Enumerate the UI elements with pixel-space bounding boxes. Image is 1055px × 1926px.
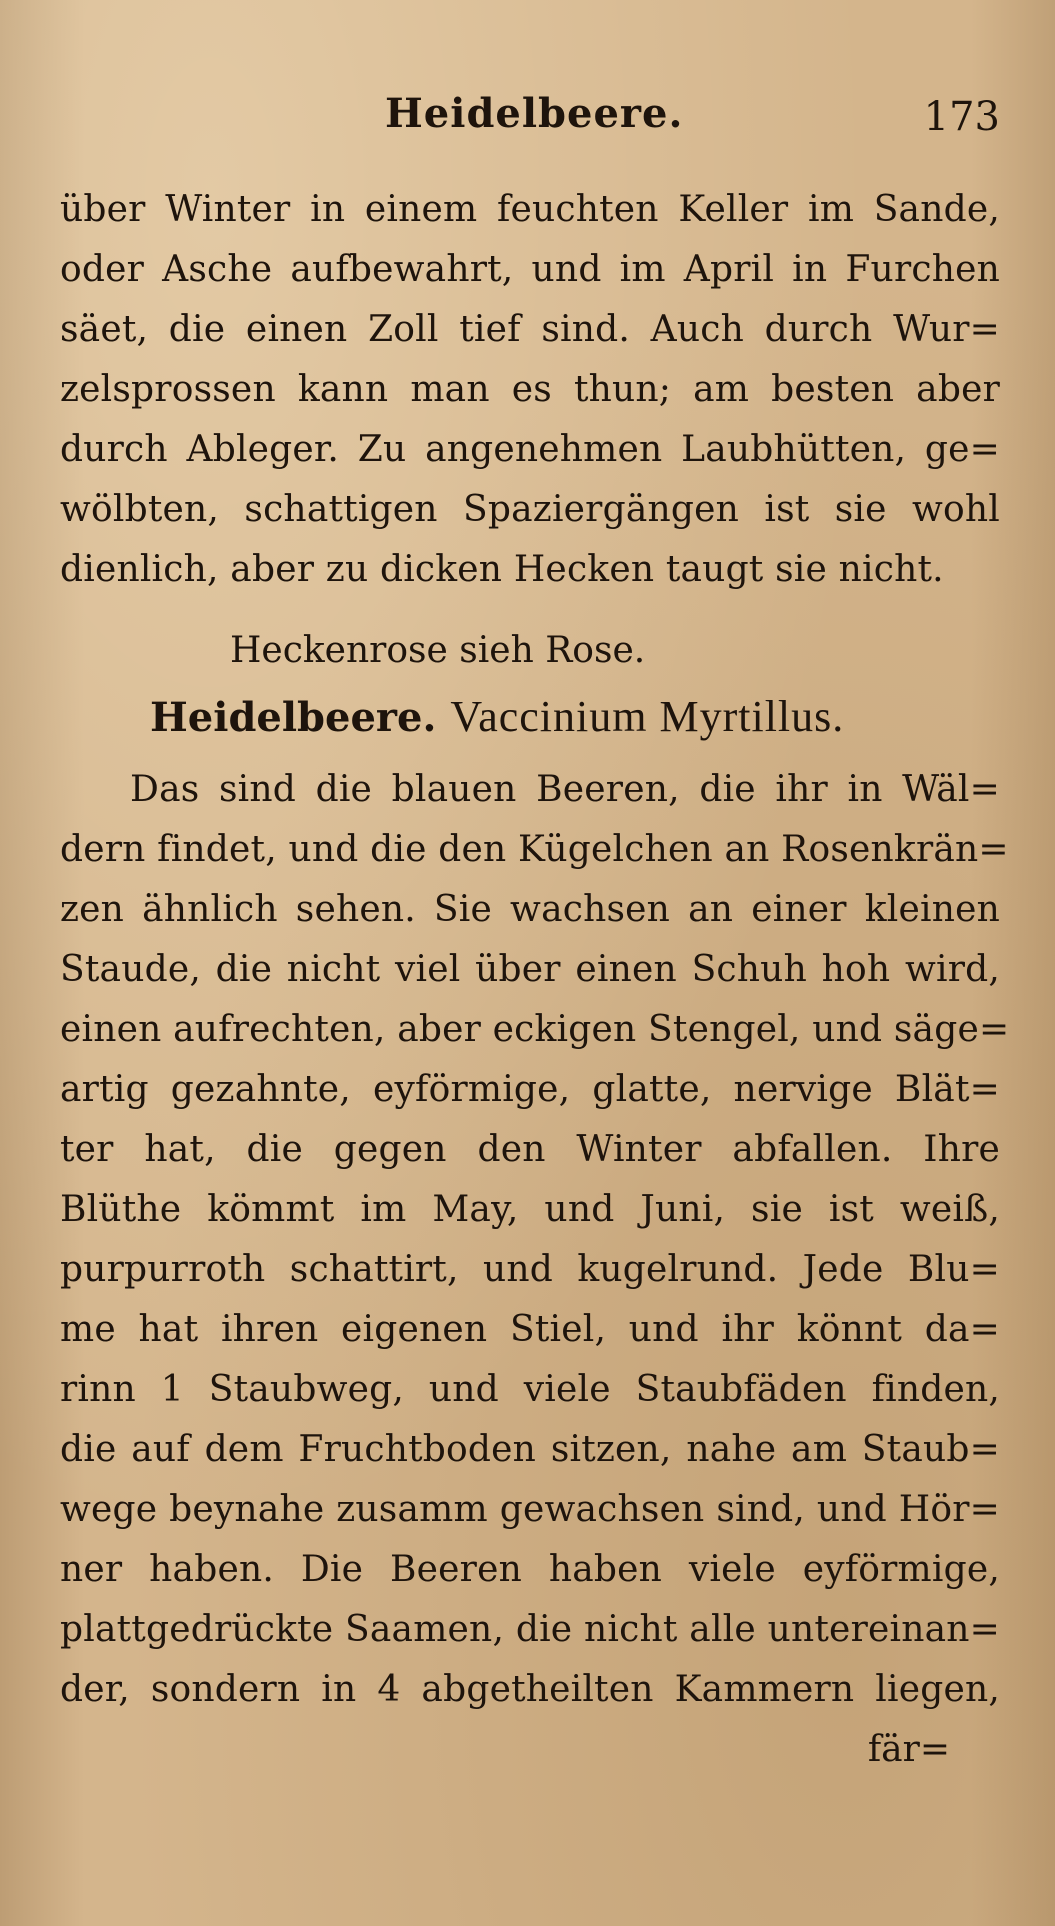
text-line: Staude, die nicht viel über einen Schuh hoh wird, bbox=[60, 949, 1000, 990]
text-line: ner haben. Die Beeren haben viele eyförmige, bbox=[60, 1549, 1000, 1590]
cross-reference: Heckenrose sieh Rose. bbox=[230, 630, 646, 671]
entry-heading-latin: Vaccinium Myrtillus. bbox=[450, 692, 845, 741]
text-line: der, sondern in 4 abgetheilten Kammern liegen, bbox=[60, 1669, 1000, 1710]
text-line: ter hat, die gegen den Winter abfallen. Ihre bbox=[60, 1129, 1000, 1170]
text-line: Das sind die blauen Beeren, die ihr in Wäl= bbox=[130, 769, 1000, 810]
text-line: dienlich, aber zu dicken Hecken taugt sie nicht. bbox=[60, 549, 944, 590]
catchword: fär= bbox=[867, 1729, 950, 1770]
text-line: me hat ihren eigenen Stiel, und ihr könnt da= bbox=[60, 1309, 1000, 1350]
running-title: Heidelbeere. bbox=[385, 90, 684, 137]
running-head bbox=[60, 90, 1000, 150]
text-line: durch Ableger. Zu angenehmen Laubhütten, ge= bbox=[60, 429, 1000, 470]
text-line: säet, die einen Zoll tief sind. Auch durch Wur= bbox=[60, 309, 1000, 350]
page-number: 173 bbox=[923, 94, 1000, 140]
continued-paragraph bbox=[60, 180, 1000, 600]
text-line: die auf dem Fruchtboden sitzen, nahe am Staub= bbox=[60, 1429, 1000, 1470]
text-line: einen aufrechten, aber eckigen Stengel, und säge= bbox=[60, 1009, 1010, 1050]
text-line: wölbten, schattigen Spaziergängen ist sie wohl bbox=[60, 489, 1000, 530]
text-line: zelsprossen kann man es thun; am besten aber bbox=[60, 369, 1000, 410]
entry-heading-german: Heidelbeere. bbox=[150, 694, 437, 741]
text-line: oder Asche aufbewahrt, und im April in Furchen bbox=[60, 249, 1000, 290]
text-line: zen ähnlich sehen. Sie wachsen an einer kleinen bbox=[60, 889, 1000, 930]
text-line: artig gezahnte, eyförmige, glatte, nervige Blät= bbox=[60, 1069, 1000, 1110]
entry-paragraph bbox=[60, 760, 1010, 1720]
text-line: dern findet, und die den Kügelchen an Rosenkrän= bbox=[60, 829, 1009, 870]
text-line: plattgedrückte Saamen, die nicht alle untereinan= bbox=[60, 1609, 1000, 1650]
text-line: wege beynahe zusamm gewachsen sind, und Hör= bbox=[60, 1489, 1000, 1530]
entry-heading bbox=[60, 682, 1000, 752]
text-line: rinn 1 Staubweg, und viele Staubfäden finden, bbox=[60, 1369, 1000, 1410]
text-line: Blüthe kömmt im May, und Juni, sie ist weiß, bbox=[60, 1189, 1000, 1230]
text-block bbox=[60, 180, 1010, 1780]
text-line: purpurroth schattirt, und kugelrund. Jede Blu= bbox=[60, 1249, 1000, 1290]
text-line: über Winter in einem feuchten Keller im Sande, bbox=[60, 189, 1000, 230]
